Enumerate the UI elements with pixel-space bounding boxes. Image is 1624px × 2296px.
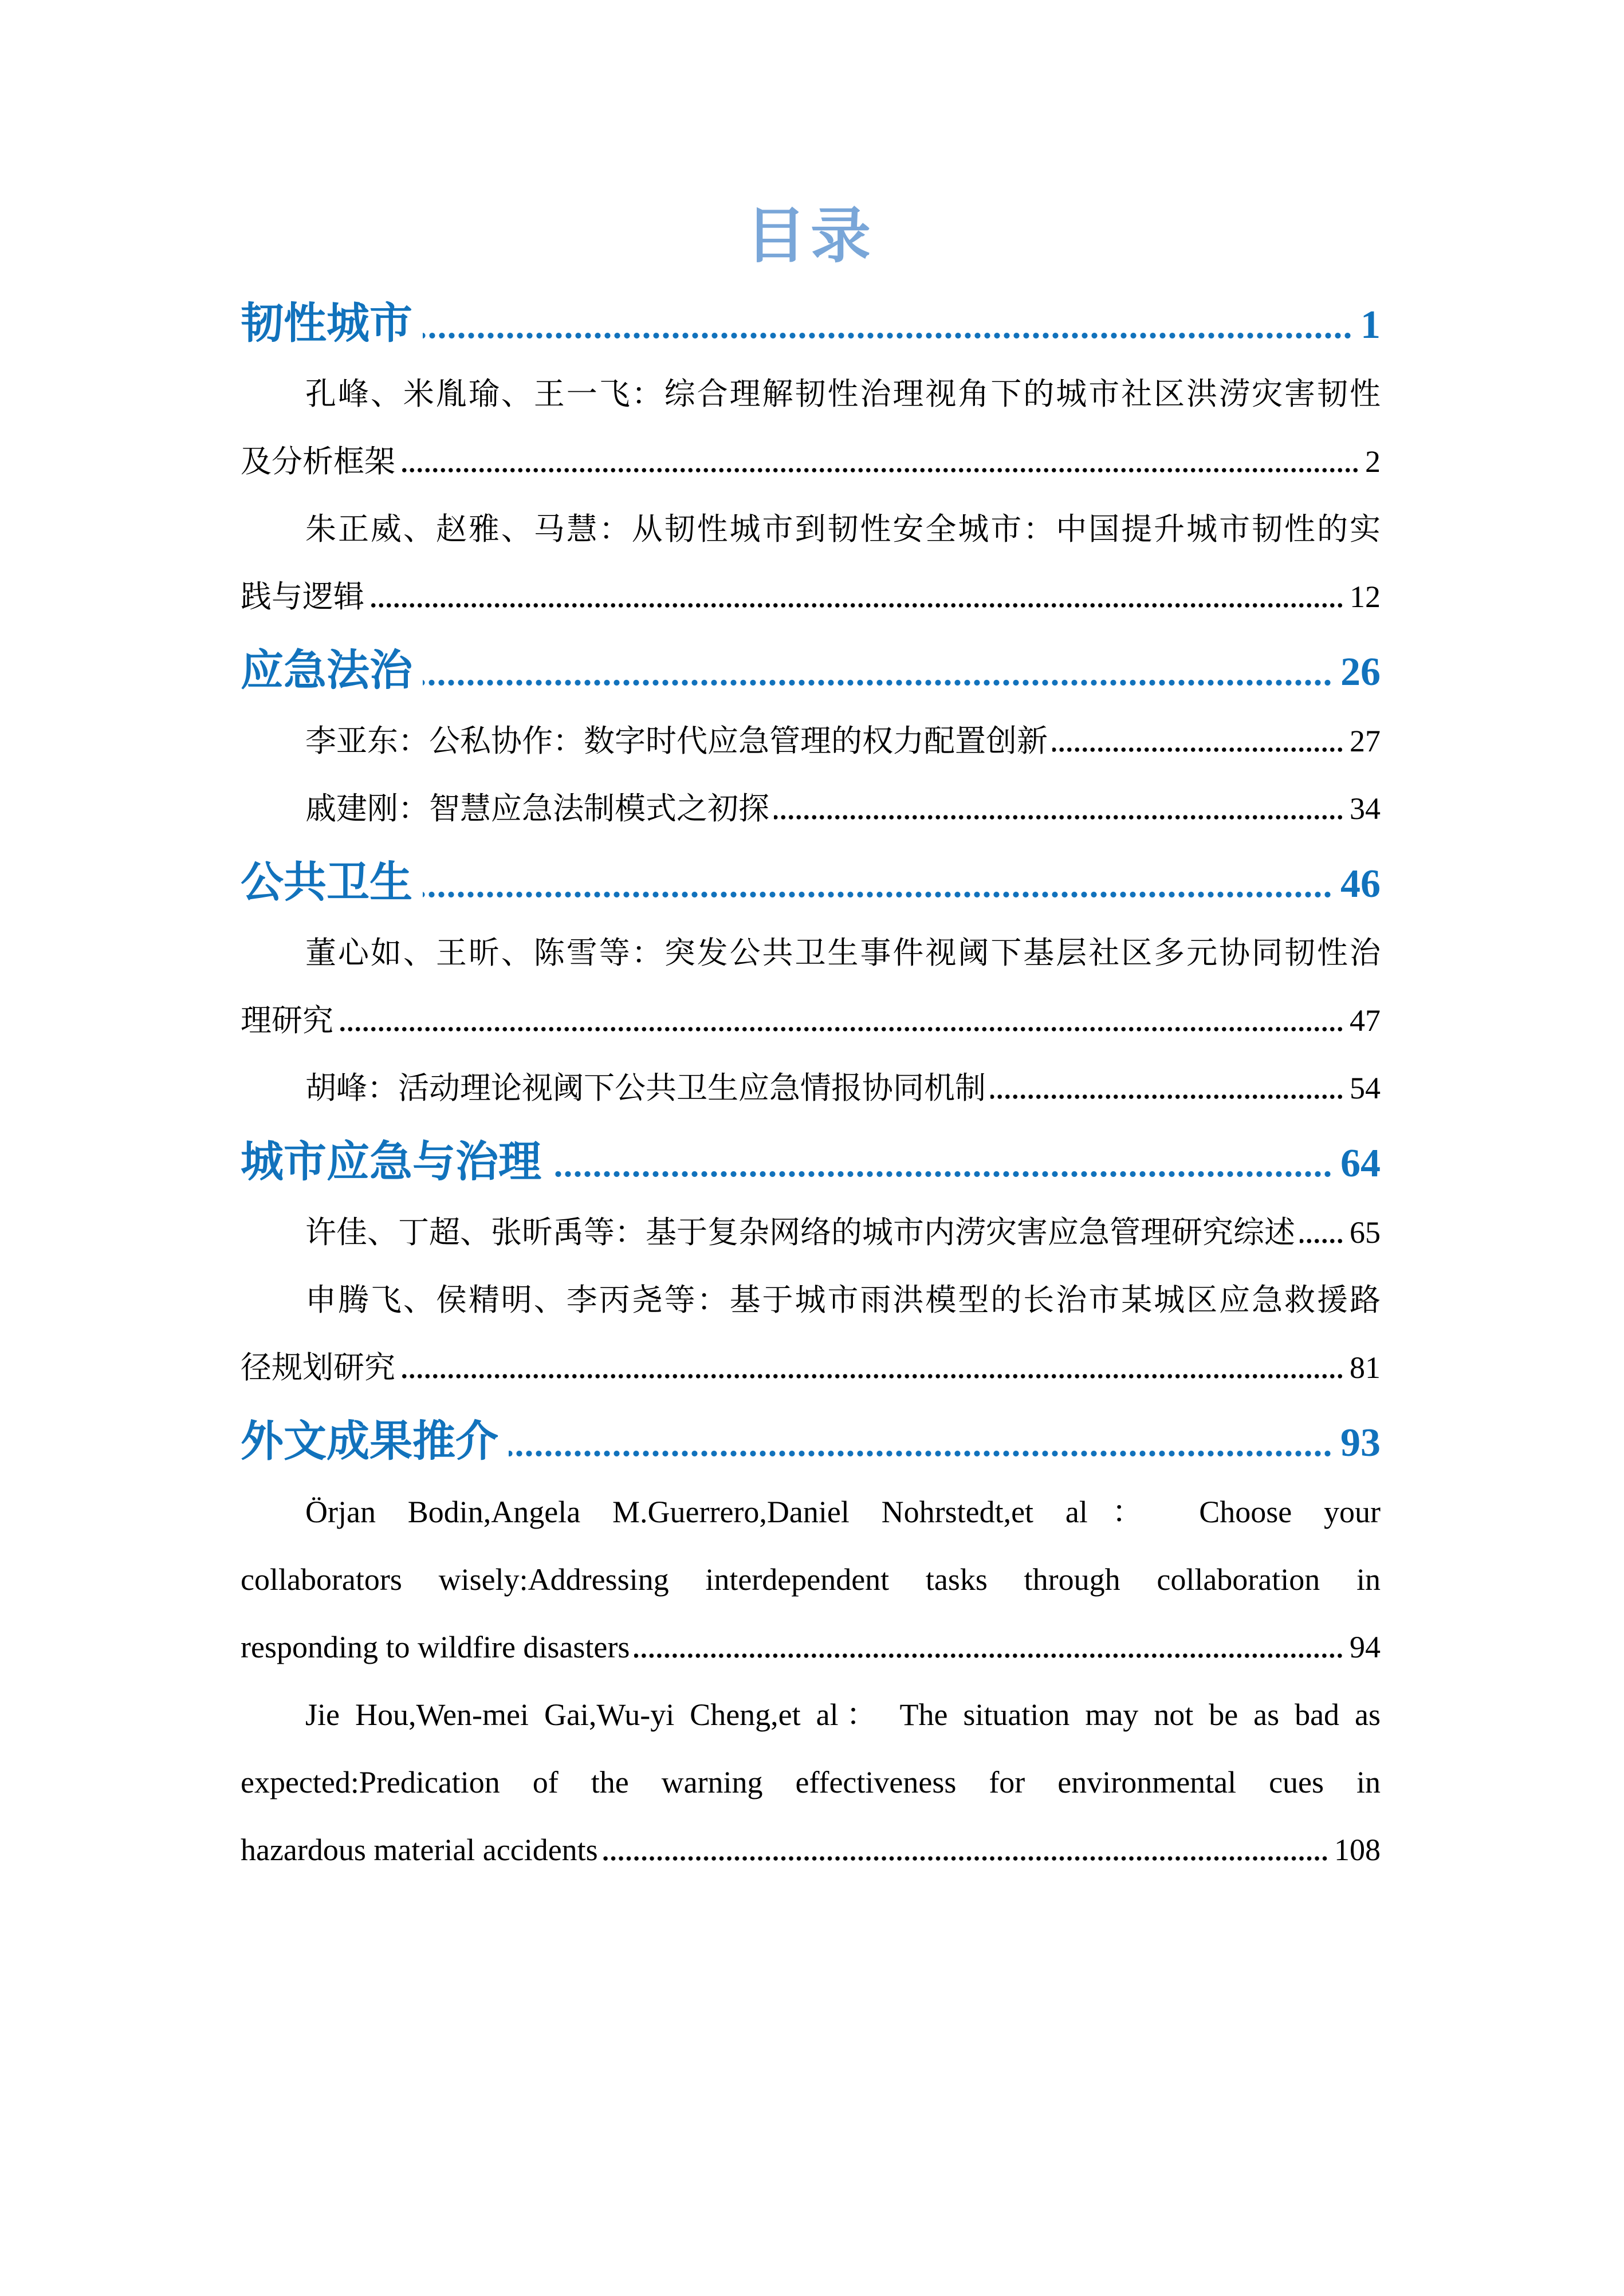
toc-entry-tail: hazardous material accidents [241, 1833, 598, 1867]
dotted-leader [552, 1168, 1332, 1180]
toc-entry-tail: 胡峰：活动理论视阈下公共卫生应急情报协同机制 [305, 1070, 986, 1106]
dotted-leader [400, 1372, 1344, 1380]
toc-entry-tail-row [241, 1613, 1381, 1681]
toc-entry-tail: 及分析框架 [241, 443, 395, 479]
entry-page-number: 27 [1350, 724, 1381, 758]
section-header [241, 637, 1381, 705]
toc-entry-tail-row [241, 1054, 1381, 1122]
toc-entry-tail: 李亚东：公私协作：数字时代应急管理的权力配置创新 [305, 723, 1048, 759]
toc-entry-line: collaborators wisely:Addressing interdependent tasks through collaboration in [241, 1562, 1381, 1597]
section-header [241, 849, 1381, 917]
entry-page-number: 108 [1334, 1833, 1381, 1867]
entry-page-number: 65 [1350, 1215, 1381, 1250]
section-page-number: 1 [1360, 303, 1381, 347]
toc-entry-tail-row [241, 1334, 1381, 1401]
toc-entry-tail-row [241, 707, 1381, 775]
section-header [241, 1129, 1381, 1196]
section-page-number: 46 [1340, 862, 1381, 906]
dotted-leader [1052, 746, 1344, 754]
toc-entry-tail-row [241, 775, 1381, 842]
toc-entry-tail: 理研究 [241, 1002, 333, 1038]
toc-entry-tail: 践与逻辑 [241, 578, 364, 615]
dotted-leader [400, 466, 1359, 474]
entry-page-number: 12 [1350, 580, 1381, 614]
section-page-number: 26 [1340, 650, 1381, 694]
toc-entry-line: 董心如、王昕、陈雪等：突发公共卫生事件视阈下基层社区多元协同韧性治 [305, 935, 1381, 971]
dotted-leader [423, 889, 1332, 900]
section-title: 外文成果推介 [241, 1417, 499, 1465]
section-title: 城市应急与治理 [241, 1137, 542, 1186]
dotted-leader [509, 1448, 1332, 1459]
section-title: 韧性城市 [241, 299, 413, 347]
entry-page-number: 81 [1350, 1350, 1381, 1385]
toc-entry-tail-row [241, 1816, 1381, 1884]
toc-entry-tail-row [241, 987, 1381, 1054]
entry-page-number: 94 [1350, 1630, 1381, 1664]
dotted-leader [338, 1025, 1344, 1033]
section-page-number: 64 [1340, 1141, 1381, 1186]
dotted-leader [369, 601, 1344, 609]
dotted-leader [423, 330, 1352, 341]
toc-entry-line: 朱正威、赵雅、马慧：从韧性城市到韧性安全城市：中国提升城市韧性的实 [305, 511, 1381, 547]
toc-page-title: 目录 [745, 203, 875, 270]
entry-page-number: 34 [1350, 791, 1381, 826]
dotted-leader [1300, 1237, 1344, 1245]
section-header [241, 290, 1381, 358]
dotted-leader [774, 813, 1344, 821]
section-title: 应急法治 [241, 646, 413, 694]
section-title: 公共卫生 [241, 858, 413, 906]
dotted-leader [634, 1652, 1344, 1660]
toc-entry-line: Jie Hou,Wen-mei Gai,Wu-yi Cheng,et al： The situation may not be as bad as [305, 1698, 1381, 1732]
dotted-leader [423, 677, 1332, 688]
entry-page-number: 54 [1350, 1071, 1381, 1105]
entry-page-number: 47 [1350, 1003, 1381, 1038]
entry-page-number: 2 [1365, 444, 1381, 479]
toc-entry-line: Örjan Bodin,Angela M.Guerrero,Daniel Nohrstedt,et al： Choose your [305, 1495, 1381, 1529]
dotted-leader [990, 1093, 1344, 1101]
toc-entry-line: 申腾飞、侯精明、李丙尧等：基于城市雨洪模型的长治市某城区应急救援路 [305, 1282, 1381, 1318]
toc-entry-tail-row [241, 1199, 1381, 1266]
section-header [241, 1408, 1381, 1476]
toc-entry-tail: 许佳、丁超、张昕禹等：基于复杂网络的城市内涝灾害应急管理研究综述 [305, 1214, 1295, 1250]
toc-entry-tail-row [241, 563, 1381, 631]
toc-entry-tail: 戚建刚：智慧应急法制模式之初探 [305, 790, 769, 826]
toc-entry-line: expected:Predication of the warning effectiveness for environmental cues in [241, 1765, 1381, 1799]
section-page-number: 93 [1340, 1421, 1381, 1465]
toc-entry-line: 孔峰、米胤瑜、王一飞：综合理解韧性治理视角下的城市社区洪涝灾害韧性 [305, 376, 1381, 412]
toc-entry-tail-row [241, 428, 1381, 495]
toc-entry-tail: responding to wildfire disasters [241, 1630, 630, 1664]
dotted-leader [603, 1854, 1328, 1862]
toc-entry-tail: 径规划研究 [241, 1349, 395, 1385]
